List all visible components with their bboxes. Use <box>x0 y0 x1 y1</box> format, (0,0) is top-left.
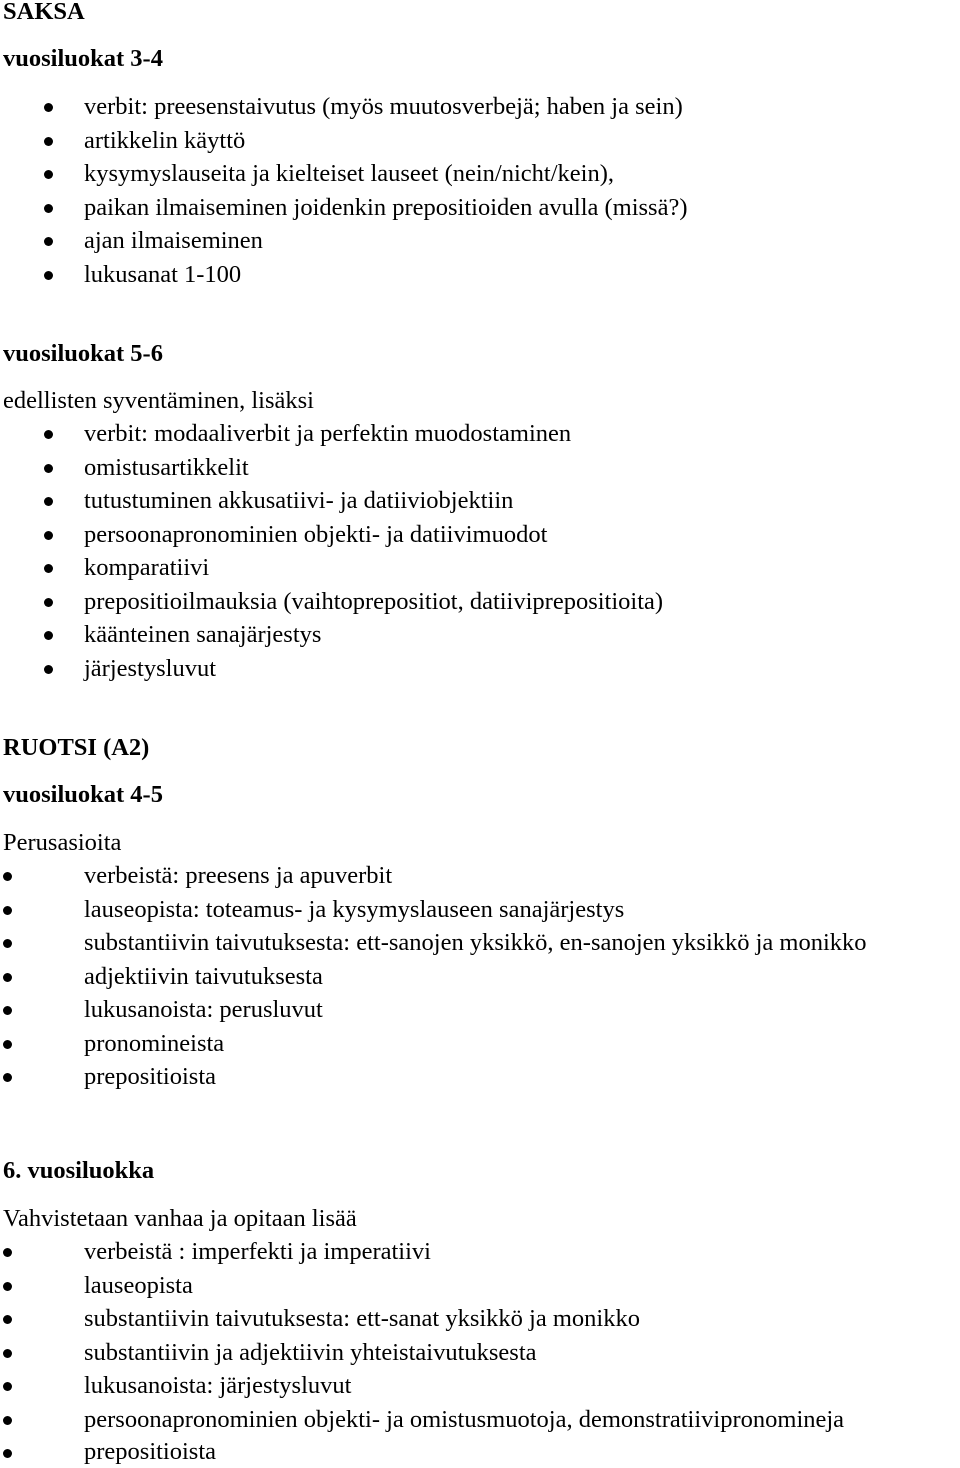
bullet-icon <box>3 1248 12 1257</box>
bullet-icon <box>3 1040 12 1049</box>
list-item-text: tutustuminen akkusatiivi- ja datiiviobjektiin <box>84 487 514 514</box>
bullet-icon <box>3 1006 12 1015</box>
bullet-icon <box>44 564 53 573</box>
bullet-icon <box>3 1382 12 1391</box>
list-item-text: lauseopista <box>84 1272 193 1299</box>
bullet-icon <box>44 631 53 640</box>
list-item-text: paikan ilmaiseminen joidenkin prepositioiden avulla (missä?) <box>84 194 688 221</box>
bullet-icon <box>3 906 12 915</box>
bullet-icon <box>44 497 53 506</box>
heading-saksa-grade-5-6: vuosiluokat 5-6 <box>3 340 163 367</box>
bullet-icon <box>3 1315 12 1324</box>
bullet-icon <box>44 430 53 439</box>
list-item-text: persoonapronominien objekti- ja omistusmuotoja, demonstratiivipronomineja <box>84 1406 845 1433</box>
list-item-text: substantiivin taivutuksesta: ett-sanat yksikkö ja monikko <box>84 1305 640 1332</box>
list-item-text: substantiivin ja adjektiivin yhteistaivutuksesta <box>84 1339 537 1366</box>
intro-ruotsi-grade-6: Vahvistetaan vanhaa ja opitaan lisää <box>3 1205 357 1232</box>
bullet-icon <box>3 872 12 881</box>
heading-ruotsi-grade-6: 6. vuosiluokka <box>3 1157 155 1184</box>
section-title-ruotsi: RUOTSI (A2) <box>3 734 150 761</box>
list-item-text: verbeistä: preesens ja apuverbit <box>84 862 393 889</box>
bullet-icon <box>44 464 53 473</box>
list-item-text: lukusanoista: perusluvut <box>84 996 323 1023</box>
bullet-icon <box>44 204 53 213</box>
list-item-text: artikkelin käyttö <box>84 127 246 154</box>
heading-ruotsi-grade-4-5: vuosiluokat 4-5 <box>3 781 163 808</box>
list-item-text: prepositioilmauksia (vaihtoprepositiot, datiiviprepositioita) <box>84 588 664 615</box>
bullet-icon <box>44 598 53 607</box>
list-item-text: prepositioista <box>84 1063 217 1090</box>
list-item-text: prepositioista <box>84 1438 217 1465</box>
list-item-text: adjektiivin taivutuksesta <box>84 963 323 990</box>
bullet-icon <box>3 1449 12 1458</box>
section-title-saksa: SAKSA <box>3 0 85 25</box>
bullet-icon <box>44 665 53 674</box>
list-item-text: lukusanoista: järjestysluvut <box>84 1372 352 1399</box>
list-item-text: omistusartikkelit <box>84 454 249 481</box>
heading-saksa-grade-3-4: vuosiluokat 3-4 <box>3 45 163 72</box>
list-item-text: pronomineista <box>84 1030 225 1057</box>
list-item-text: persoonapronominien objekti- ja datiivimuodot <box>84 521 548 548</box>
list-item-text: järjestysluvut <box>84 655 217 682</box>
bullet-icon <box>44 103 53 112</box>
bullet-icon <box>44 531 53 540</box>
list-item-text: lukusanat 1-100 <box>84 261 242 288</box>
list-item-text: käänteinen sanajärjestys <box>84 621 322 648</box>
intro-ruotsi-grade-4-5: Perusasioita <box>3 829 122 856</box>
bullet-icon <box>3 1282 12 1291</box>
list-item-text: komparatiivi <box>84 554 210 581</box>
bullet-icon <box>3 1416 12 1425</box>
list-item-text: verbit: modaaliverbit ja perfektin muodostaminen <box>84 420 572 447</box>
bullet-icon <box>44 170 53 179</box>
list-item-text: kysymyslauseita ja kielteiset lauseet (nein/nicht/kein), <box>84 160 615 187</box>
bullet-icon <box>3 973 12 982</box>
list-item-text: substantiivin taivutuksesta: ett-sanojen yksikkö, en-sanojen yksikkö ja monikko <box>84 929 867 956</box>
bullet-icon <box>44 271 53 280</box>
bullet-icon <box>3 1349 12 1358</box>
list-item-text: verbit: preesenstaivutus (myös muutosverbejä; haben ja sein) <box>84 93 683 120</box>
list-item-text: lauseopista: toteamus- ja kysymyslauseen sanajärjestys <box>84 896 625 923</box>
bullet-icon <box>3 939 12 948</box>
bullet-icon <box>3 1073 12 1082</box>
list-item-text: ajan ilmaiseminen <box>84 227 263 254</box>
list-item-text: verbeistä : imperfekti ja imperatiivi <box>84 1238 431 1265</box>
bullet-icon <box>44 237 53 246</box>
intro-saksa-grade-5-6: edellisten syventäminen, lisäksi <box>3 387 314 414</box>
bullet-icon <box>44 137 53 146</box>
